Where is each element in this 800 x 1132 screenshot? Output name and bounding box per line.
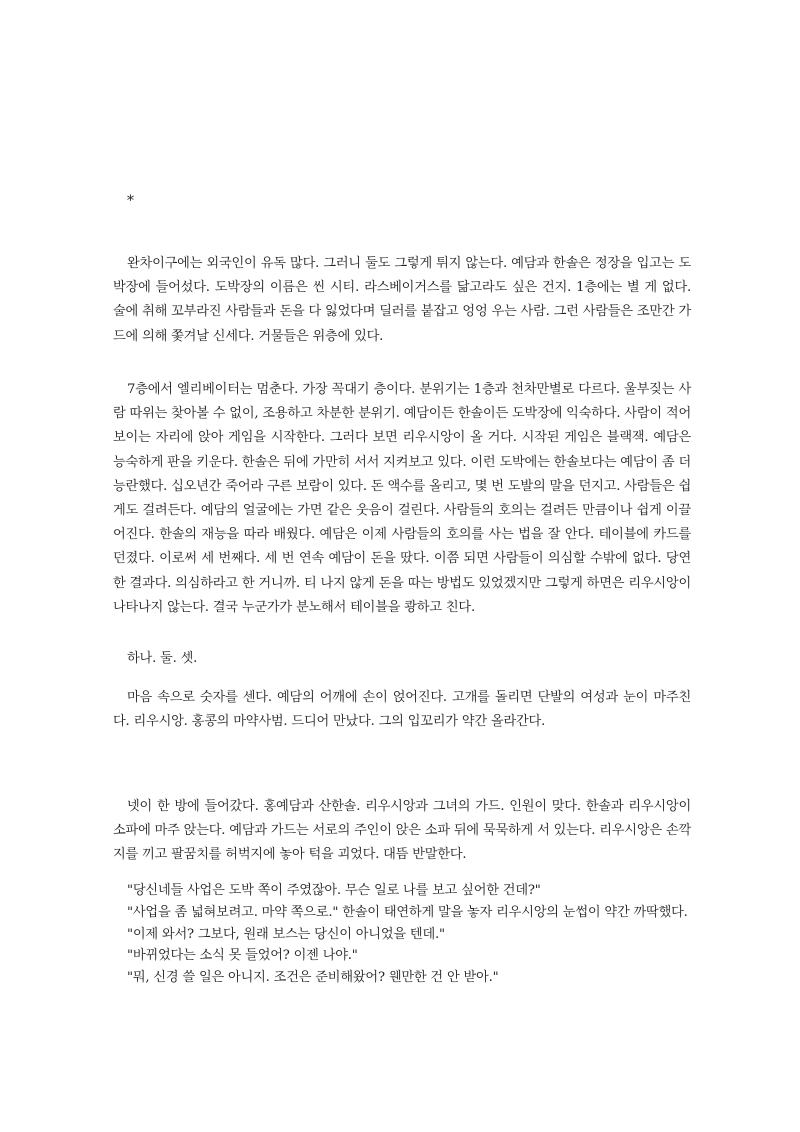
scene-separator: *	[127, 193, 134, 209]
dialogue-line-1: "당신네들 사업은 도박 쪽이 주였잖아. 무슨 일로 나를 보고 싶어한 건데?"	[127, 883, 541, 898]
dialogue-line-5: "뭐, 신경 쓸 일은 아니지. 조건은 준비해왔어? 웬만한 건 안 받아."	[127, 970, 499, 986]
paragraph-3: 하나. 둘. 셋.	[127, 651, 198, 666]
dialogue-block	[113, 880, 691, 989]
dialogue-line-3: "이제 와서? 그보다, 원래 보스는 당신이 아니었을 텐데."	[127, 926, 445, 942]
paragraph-4: 마음 속으로 숫자를 센다. 예담의 어깨에 손이 얹어진다. 고개를 돌리면 단발의 여성과 눈이 마주친다. 리우시앙. 홍콩의 마약사범. 드디어 만났다. 그의 입꼬리가 약간 올라간다.	[113, 690, 691, 730]
paragraph-2: 7층에서 엘리베이터는 멈춘다. 가장 꼭대기 층이다. 분위기는 1층과 천차만별로 다르다. 울부짖는 사람 따위는 찾아볼 수 없이, 조용하고 차분한 분위기. 예담이든 한솔이든 도박장에 익숙하다. 사람이 적어 보이는 자리에 앉아 게임을 시작한다. 그러다 보면 리우시앙이 올 거다. 시작된 게임은 블랙잭. 예담은 능숙하게 판을 키운다. 한솔은 뒤에 가만히 서서 지켜보고 있다. 이런 도박에는 한솔보다는 예담이 좀 더 능란했다. 십오년간 죽어라 구른 보람이 있다. 돈 액수를 올리고, 몇 번 도발의 말을 던지고. 사람들은 쉽게도 걸려든다. 예담의 얼굴에는 가면 같은 웃음이 걸린다. 사람들의 호의는 걸려든 만큼이나 쉽게 이끌어진다. 한솔의 재능을 따라 배웠다. 예담은 이제 사람들의 호의를 사는 법을 잘 안다. 테이블에 카드를 던졌다. 이로써 세 번째다. 세 번 연속 예담이 돈을 땄다. 이쯤 되면 사람들이 의심할 수밖에 없다. 당연한 결과다. 의심하라고 한 거니까. 티 나지 않게 돈을 따는 방법도 있었겠지만 그렇게 하면은 리우시앙이 나타나지 않는다. 결국 누군가가 분노해서 테이블을 쾅하고 친다.	[113, 382, 691, 615]
dialogue-line-2: "사업을 좀 넓혀보려고. 마약 쪽으로." 한솔이 태연하게 말을 놓자 리우시앙의 눈썹이 약간 까딱했다.	[127, 904, 688, 920]
paragraph-1: 완차이구에는 외국인이 유독 많다. 그러니 둘도 그렇게 튀지 않는다. 예담과 한솔은 정장을 입고는 도박장에 들어섰다. 도박장의 이름은 씬 시티. 라스베이거스를 닮고라도 싶은 건지. 1층에는 별 게 없다. 술에 취해 꼬부라진 사람들과 돈을 다 잃었다며 딜러를 붙잡고 엉엉 우는 사람. 그런 사람들은 조만간 가드에 의해 쫓겨날 신세다. 거물들은 위층에 있다.	[113, 256, 691, 344]
paragraph-5: 넷이 한 방에 들어갔다. 홍예담과 산한솔. 리우시앙과 그녀의 가드. 인원이 맞다. 한솔과 리우시앙이 소파에 마주 앉는다. 예담과 가드는 서로의 주인이 앉은 소파 뒤에 묵묵하게 서 있는다. 리우시앙은 손깍지를 끼고 팔꿈치를 허벅지에 놓아 턱을 괴었다. 대뜸 반말한다.	[113, 799, 691, 863]
dialogue-line-4: "바뀌었다는 소식 못 들었어? 이젠 나야."	[127, 948, 358, 964]
